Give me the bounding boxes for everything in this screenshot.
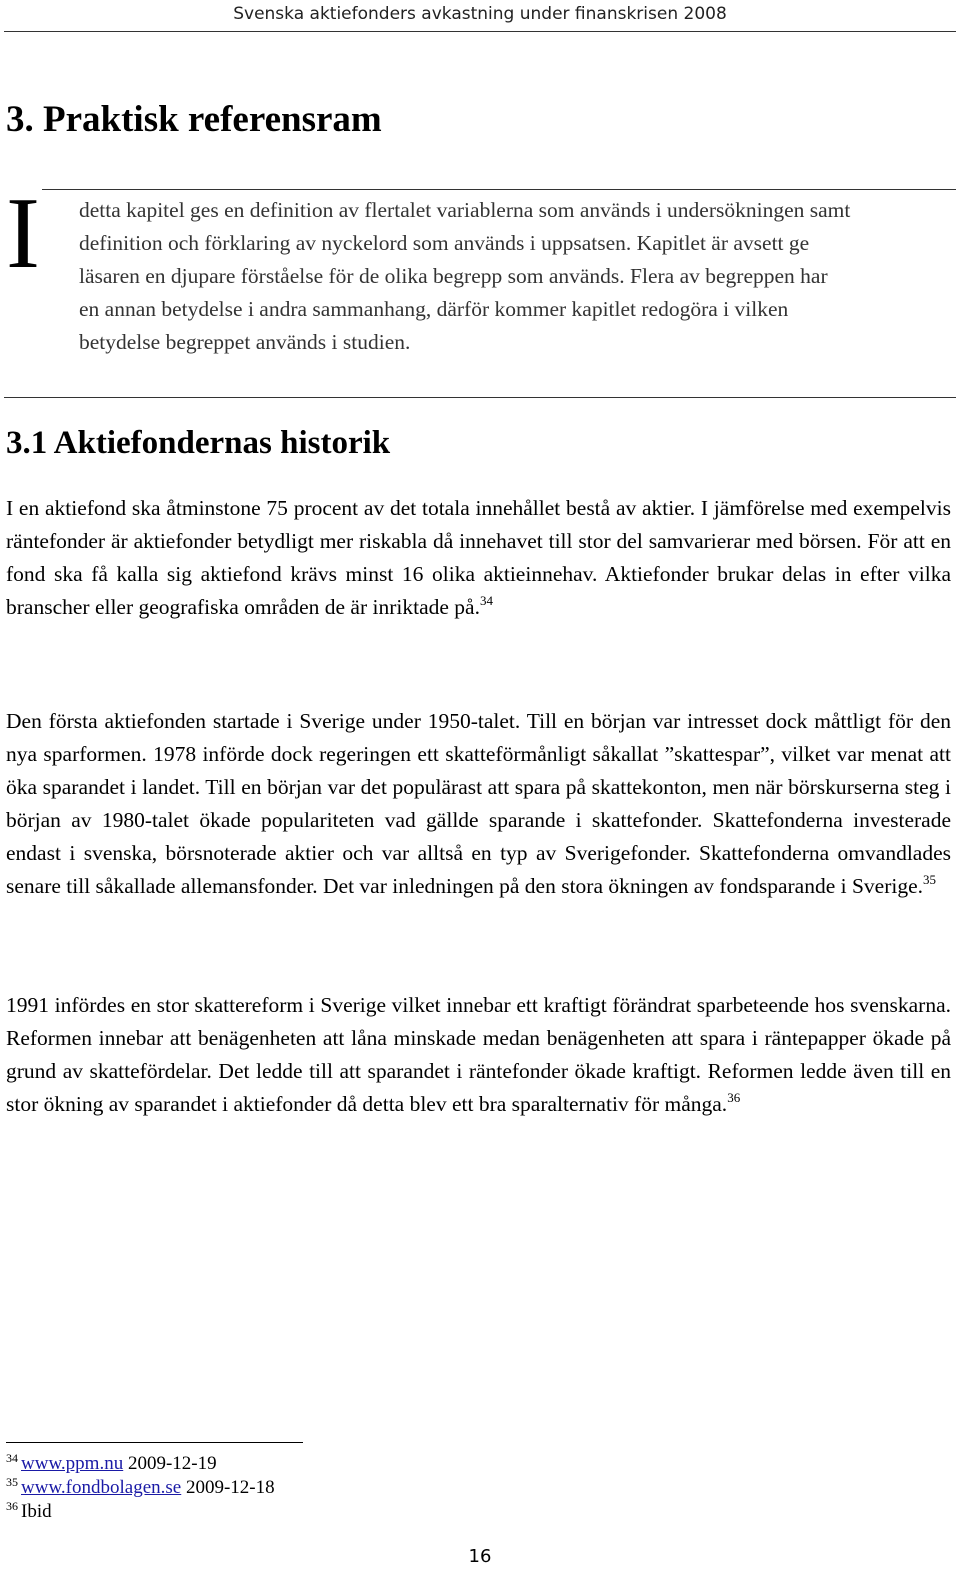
page-number: 16 — [468, 1546, 492, 1567]
footnote-ref-35[interactable]: 35 — [923, 872, 937, 887]
intro-top-divider — [42, 189, 956, 190]
paragraph-text: Den första aktiefonden startade i Sverige under 1950-talet. Till en början var intresset dock måttligt för den nya sparformen. 1978 införde dock regeringen ett skatteförmånligt såkallat ”skattespar”, vilket var menat att öka sparandet i landet. Till en början var det populärast att spara på skattekonton, men när börskurserna steg i början av 1980-talet ökade populariteten vad gällde sparande i skattefonder. Skattefonderna investerade endast i svenska, börsnoterade aktier och var alltså en typ av Sverigefonder. Skattefonderna omvandlades senare till såkallade allemansfonder. Det var inledningen på den stora ökningen av fondsparande i Sverige. — [6, 709, 951, 898]
footnote-text: 2009-12-19 — [123, 1453, 217, 1474]
footnote-36 — [6, 1500, 606, 1524]
footnote-ref-36[interactable]: 36 — [727, 1090, 741, 1105]
paragraph-text: 1991 infördes en stor skattereform i Sverige vilket innebar ett kraftigt förändrat sparbeteende hos svenskarna. Reformen innebar att benägenheten att låna minskade medan benägenheten att spara i räntepapper ökade på grund av skattefördelar. Det ledde till att sparandet i räntefonder ökade kraftigt. Reformen ledde även till en stor ökning av sparandet i aktiefonder då detta blev ett bra sparalternativ för många. — [6, 993, 951, 1116]
footnote-text: Ibid — [21, 1501, 52, 1522]
footnote-ref-34[interactable]: 34 — [479, 593, 493, 608]
intro-bottom-divider — [4, 397, 956, 398]
header-divider — [4, 31, 956, 32]
chapter-intro: detta kapitel ges en definition av flertalet variablerna som används i undersökningen samt definition och förklaring av nyckelord som används i uppsatsen. Kapitlet är avsett ge läsaren en djupare förståelse för de olika begrepp som används. Flera av begreppen har en annan betydelse i andra sammanhang, därför kommer kapitlet redogöra i vilken betydelse begreppet används i studien. — [79, 198, 851, 354]
paragraph-text: I en aktiefond ska åtminstone 75 procent av det totala innehållet bestå av aktier. I jämförelse med exempelvis räntefonder är aktiefonder betydligt mer riskabla då innehavet till stor del samvarierar med börsen. För att en fond ska få kalla sig aktiefond krävs minst 16 olika aktieinnehav. Aktiefonder brukar delas in efter vilka branscher eller geografiska områden de är inriktade på. — [6, 496, 951, 619]
running-header: Svenska aktiefonders avkastning under finanskrisen 2008 — [233, 4, 727, 24]
chapter-title: 3. Praktisk referensram — [6, 99, 382, 140]
footnote-34 — [6, 1452, 606, 1476]
footnote-link-ppm[interactable]: www.ppm.nu — [21, 1453, 124, 1474]
drop-cap: I — [6, 177, 40, 290]
paragraph-1 — [6, 492, 951, 624]
footnote-number: 34 — [6, 1451, 18, 1465]
footnote-35 — [6, 1476, 606, 1500]
footnote-link-fondbolagen[interactable]: www.fondbolagen.se — [21, 1477, 182, 1498]
footnotes — [6, 1452, 606, 1524]
paragraph-2 — [6, 705, 951, 903]
footnote-number: 35 — [6, 1475, 18, 1489]
section-title: 3.1 Aktiefondernas historik — [6, 425, 391, 461]
footnote-divider — [6, 1442, 303, 1443]
footnote-number: 36 — [6, 1499, 18, 1513]
paragraph-3 — [6, 989, 951, 1121]
footnote-text: 2009-12-18 — [181, 1477, 275, 1498]
